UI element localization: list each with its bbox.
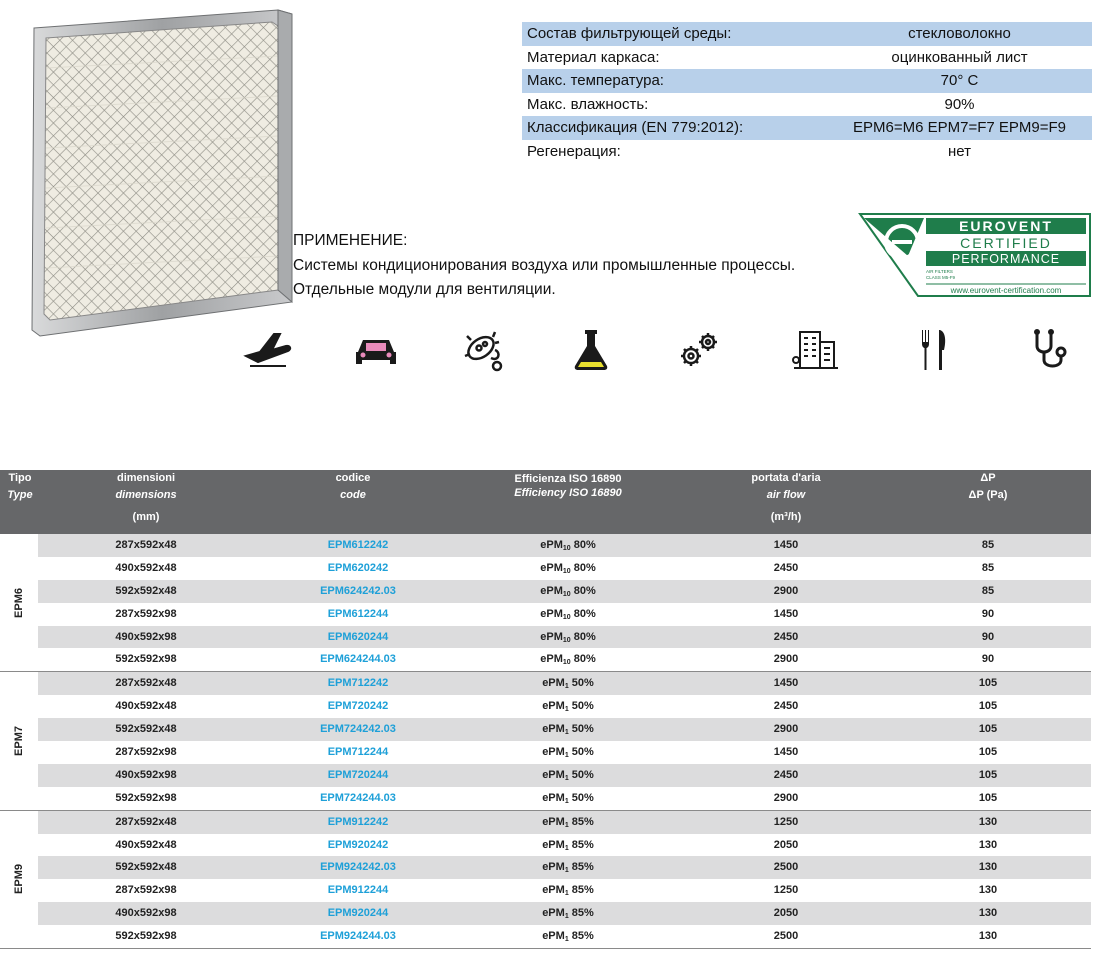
spec-value: EPM6=M6 EPM7=F7 EPM9=F9 [852,119,1066,136]
efficiency-prefix: ePM [542,723,565,736]
cell-airflow: 2900 [773,723,799,736]
efficiency-prefix: ePM [540,584,563,597]
cell-code: EPM624244.03 [320,653,396,666]
table-row [38,764,1091,787]
cell-code: EPM720244 [327,768,389,781]
eurovent-line4: AIR FILTERS [926,269,953,274]
cell-pressure-drop: 85 [981,584,995,597]
cell-airflow: 2500 [773,930,799,943]
cell-dimensions: 287x592x48 [115,539,177,551]
efficiency-subscript: 1 [564,821,569,829]
panel-filter-image [28,8,296,338]
spec-value: стекловолокно [908,25,1011,42]
cell-airflow: 2500 [773,861,799,874]
cell-code: EPM712244 [327,746,389,759]
cell-airflow: 1250 [773,815,799,828]
application-section [293,229,795,303]
efficiency-subscript: 10 [562,567,571,575]
efficiency-value: 80% [570,584,596,597]
header-dp-it: ΔP [980,472,996,484]
efficiency-value: 80% [570,539,596,551]
efficiency-value: 50% [568,677,594,690]
cell-pressure-drop: 105 [978,700,998,713]
spec-row [522,46,1092,70]
efficiency-subscript: 1 [564,774,569,782]
efficiency-subscript: 1 [564,913,569,921]
efficiency-prefix: ePM [540,630,563,643]
table-row [38,603,1091,626]
header-pressure-drop [928,470,1048,504]
spec-label: Состав фильтрующей среды: [527,25,732,42]
cell-airflow: 2900 [773,791,799,804]
spec-row [522,93,1092,117]
cell-efficiency [508,648,628,675]
efficiency-prefix: ePM [542,791,565,804]
efficiency-prefix: ePM [542,838,565,851]
cell-pressure-drop: 130 [978,907,998,920]
cell-pressure-drop: 85 [981,539,995,551]
cell-airflow: 2900 [773,584,799,597]
table-row [38,856,1091,879]
efficiency-value: 85% [568,815,594,828]
efficiency-value: 80% [570,653,596,666]
efficiency-value: 50% [568,700,594,713]
cell-code: EPM720242 [327,700,389,713]
spec-value: оцинкованный лист [891,48,1028,66]
header-eff-it: Efficienza ISO 16890 [514,473,622,485]
efficiency-prefix: ePM [542,815,565,828]
cell-dimensions: 287x592x98 [115,607,177,620]
spec-label: Макс. влажность: [527,95,649,113]
header-dim-it: dimensioni [116,472,176,484]
cell-code: EPM924242.03 [320,861,396,874]
efficiency-subscript: 1 [564,706,569,714]
cell-pressure-drop: 105 [978,723,998,736]
cell-code: EPM624242.03 [320,584,396,597]
group-label-text: EPM6 [13,587,25,618]
efficiency-prefix: ePM [542,907,565,920]
cell-airflow: 2900 [773,653,799,666]
spec-row [522,116,1092,140]
airplane-icon [230,312,306,388]
table-row [38,925,1091,948]
cell-dimensions: 592x592x98 [115,791,177,804]
cell-dimensions: 490x592x48 [115,561,177,574]
spec-value: нет [948,142,971,160]
spec-row [522,140,1092,164]
header-code [283,470,423,504]
efficiency-subscript: 1 [564,797,569,805]
efficiency-prefix: ePM [540,539,563,551]
cell-airflow: 2050 [773,838,799,851]
cell-dimensions: 592x592x98 [115,930,177,943]
header-dim-unit: (mm) [132,511,160,523]
spec-label: Макс. температура: [527,72,664,89]
efficiency-subscript: 10 [562,613,571,621]
eurovent-url: www.eurovent-certification.com [950,286,1062,295]
efficiency-subscript: 10 [562,590,571,598]
table-row [38,902,1091,925]
table-group [0,811,1091,949]
gears-icon [661,312,737,388]
product-table [0,470,1091,949]
cell-dimensions: 592x592x48 [115,723,177,736]
eurovent-line3: PERFORMANCE [951,252,1061,266]
spec-row [522,69,1092,93]
cell-dimensions: 287x592x48 [115,677,177,690]
header-code-it: codice [335,472,371,484]
table-row [38,648,1091,671]
efficiency-value: 50% [568,723,594,736]
header-efficiency [488,472,648,500]
cell-efficiency [508,787,628,814]
cell-dimensions: 287x592x48 [115,815,177,828]
efficiency-prefix: ePM [540,607,563,620]
efficiency-subscript: 1 [564,890,569,898]
table-row [38,787,1091,810]
spec-label: Материал каркаса: [527,48,660,66]
fork-knife-icon [896,312,972,388]
header-dp-en: ΔP (Pa) [968,489,1008,501]
cell-pressure-drop: 105 [978,791,998,804]
eurovent-line2: CERTIFIED [960,235,1052,251]
cell-dimensions: 287x592x98 [115,746,177,759]
cell-airflow: 1450 [773,539,799,551]
cell-pressure-drop: 85 [981,561,995,574]
cell-pressure-drop: 90 [981,630,995,643]
cell-airflow: 2450 [773,768,799,781]
header-eff-en: Efficiency ISO 16890 [514,487,622,499]
group-label [0,672,38,809]
cell-code: EPM912242 [327,815,389,828]
cell-airflow: 2050 [773,907,799,920]
cell-pressure-drop: 130 [978,838,998,851]
header-flow-unit: (m³/h) [770,511,802,523]
cell-dimensions: 490x592x98 [115,768,177,781]
application-line: Отдельные модули для вентиляции. [293,281,556,298]
cell-code: EPM924244.03 [320,930,396,943]
spec-label: Классификация (EN 779:2012): [527,119,744,136]
table-row [38,811,1091,834]
efficiency-prefix: ePM [542,768,565,781]
cell-dimensions: 287x592x98 [115,884,177,897]
cell-airflow: 1450 [773,677,799,690]
cell-pressure-drop: 90 [981,607,995,620]
application-line: Системы кондиционирования воздуха или промышленные процессы. [293,256,796,274]
cell-code: EPM912244 [327,884,389,897]
header-type-it: Tipo [8,472,32,484]
efficiency-value: 85% [568,838,594,851]
eurovent-line5: CLASS M5-F9 [926,275,956,280]
header-airflow [726,470,846,526]
cell-airflow: 2450 [773,630,799,643]
table-body [0,534,1091,949]
stethoscope-icon [1013,312,1089,388]
efficiency-prefix: ePM [542,746,565,759]
efficiency-value: 85% [568,884,594,897]
cell-airflow: 1450 [773,746,799,759]
cell-efficiency [508,925,628,952]
efficiency-prefix: ePM [542,861,565,874]
cell-pressure-drop: 105 [978,677,998,690]
efficiency-prefix: ePM [542,884,565,897]
table-row [38,580,1091,603]
cell-dimensions: 490x592x48 [115,838,177,851]
application-title: ПРИМЕНЕНИЕ: [293,232,408,249]
table-row [38,879,1091,902]
cell-pressure-drop: 105 [978,746,998,759]
cell-code: EPM712242 [327,677,389,690]
efficiency-value: 50% [568,768,594,781]
spec-table [522,22,1092,163]
header-flow-en: air flow [766,489,806,501]
efficiency-value: 80% [570,561,596,574]
cell-airflow: 2450 [773,700,799,713]
efficiency-prefix: ePM [542,677,565,690]
efficiency-subscript: 10 [562,545,571,552]
table-row [38,834,1091,857]
group-label-text: EPM7 [13,726,25,756]
efficiency-value: 85% [568,907,594,920]
cell-dimensions: 490x592x98 [115,907,177,920]
cell-airflow: 1450 [773,607,799,620]
efficiency-subscript: 1 [564,936,569,944]
eurovent-line1: EUROVENT [959,218,1053,234]
efficiency-subscript: 1 [564,729,569,737]
cell-code: EPM620244 [327,630,389,643]
bacteria-icon [445,312,521,388]
cell-code: EPM612244 [327,607,389,620]
cell-pressure-drop: 105 [978,768,998,781]
cell-dimensions: 592x592x48 [115,584,177,597]
cell-pressure-drop: 130 [978,861,998,874]
building-icon [778,312,854,388]
cell-dimensions: 490x592x98 [115,630,177,643]
cell-code: EPM620242 [327,561,389,574]
efficiency-subscript: 1 [564,867,569,875]
cell-dimensions: 592x592x48 [115,861,177,874]
group-label [0,534,38,671]
efficiency-subscript: 1 [564,752,569,760]
table-group [0,534,1091,672]
cell-code: EPM612242 [327,539,389,551]
spec-value: 90% [944,95,975,113]
group-label-text: EPM9 [13,864,25,895]
cell-code: EPM724242.03 [320,723,396,736]
cell-pressure-drop: 130 [978,930,998,943]
efficiency-subscript: 10 [562,659,571,667]
efficiency-subscript: 1 [564,844,569,852]
cell-code: EPM920242 [327,838,389,851]
efficiency-value: 50% [568,746,594,759]
cell-airflow: 1250 [773,884,799,897]
efficiency-prefix: ePM [542,700,565,713]
table-group [0,672,1091,810]
cell-pressure-drop: 90 [981,653,995,666]
table-row [38,626,1091,649]
header-dimensions [86,470,206,526]
header-dim-en: dimensions [115,489,177,501]
table-row [38,695,1091,718]
efficiency-value: 80% [570,630,596,643]
efficiency-value: 85% [568,861,594,874]
spec-label: Регенерация: [527,142,621,160]
flask-icon [553,312,629,388]
efficiency-value: 80% [570,607,596,620]
cell-code: EPM920244 [327,907,389,920]
header-type-en: Type [7,489,33,501]
car-icon [338,312,414,388]
table-row [38,741,1091,764]
table-header [0,470,1091,534]
header-code-en: code [340,489,366,501]
eurovent-certified-logo [858,212,1092,298]
efficiency-prefix: ePM [542,930,565,943]
cell-airflow: 2450 [773,561,799,574]
cell-dimensions: 592x592x98 [115,653,177,666]
cell-dimensions: 490x592x48 [115,700,177,713]
table-row [38,718,1091,741]
efficiency-subscript: 10 [562,636,571,644]
cell-code: EPM724244.03 [320,791,396,804]
spec-row [522,22,1092,46]
cell-pressure-drop: 130 [978,815,998,828]
efficiency-prefix: ePM [540,561,563,574]
table-row [38,557,1091,580]
header-type [0,470,40,504]
header-flow-it: portata d'aria [751,472,821,484]
spec-value: 70° С [940,72,979,89]
efficiency-subscript: 1 [564,683,569,691]
table-row [38,534,1091,557]
cell-pressure-drop: 130 [978,884,998,897]
efficiency-value: 85% [568,930,594,943]
group-label [0,811,38,948]
table-row [38,672,1091,695]
efficiency-value: 50% [568,791,594,804]
efficiency-prefix: ePM [540,653,563,666]
